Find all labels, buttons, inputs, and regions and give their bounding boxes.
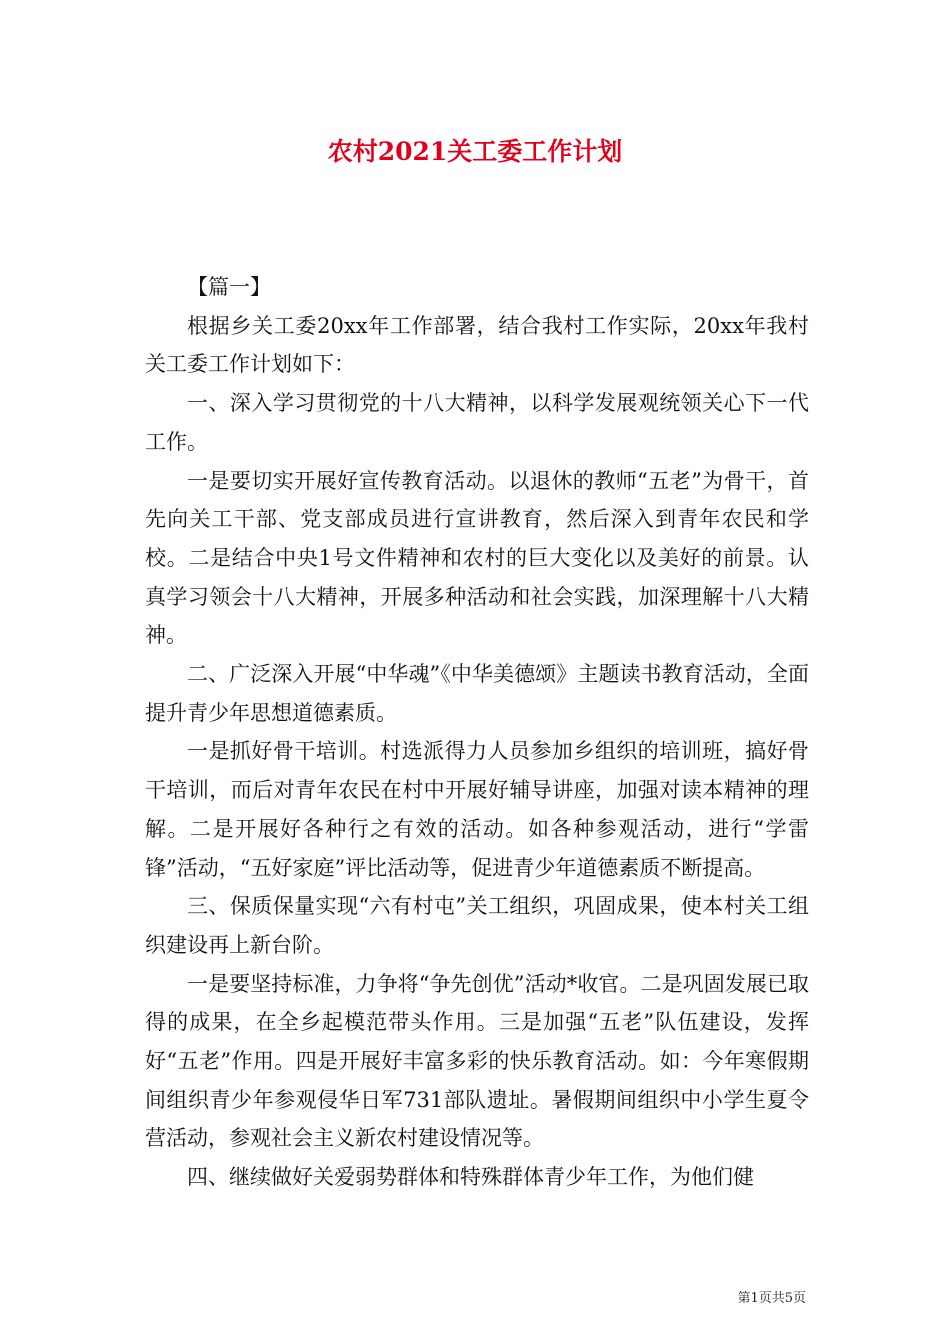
intro-paragraph: 根据乡关工委20xx年工作部署，结合我村工作实际，20xx年我村关工委工作计划如下： [145, 313, 809, 377]
paragraph-two: 一是抓好骨干培训。村选派得力人员参加乡组织的培训班，搞好骨干培训，而后对青年农民在村中开展好辅导讲座，加强对读本精神的理解。二是开展好各种行之有效的活动。如各种参观活动，进行“学雷锋”活动，“五好家庭”评比活动等，促进青少年道德素质不断提高。 [145, 739, 809, 880]
heading-two: 二、广泛深入开展“中华魂”《中华美德颂》主题读书教育活动，全面提升青少年思想道德素质。 [145, 662, 809, 725]
heading-four: 四、继续做好关爱弱势群体和特殊群体青少年工作，为他们健 [187, 1165, 754, 1190]
heading-one: 一、深入学习贯彻党的十八大精神，以科学发展观统领关心下一代工作。 [145, 391, 809, 454]
heading-three: 三、保质保量实现“六有村屯”关工组织，巩固成果，使本村关工组织建设再上新台阶。 [145, 894, 809, 957]
paragraph-one: 一是要切实开展好宣传教育活动。以退休的教师“五老”为骨干，首先向关工干部、党支部成员进行宣讲教育，然后深入到青年农民和学校。二是结合中央1号文件精神和农村的巨大变化以及美好的前景。认真学习领会十八大精神，开展多种活动和社会实践，加深理解十八大精神。 [145, 468, 809, 648]
document-body [145, 268, 809, 1197]
document-title: 农村2021关工委工作计划 [327, 137, 623, 166]
section-label: 【篇一】 [187, 275, 271, 299]
paragraph-three: 一是要坚持标准，力争将“争先创优”活动*收官。二是巩固发展已取得的成果，在全乡起模范带头作用。三是加强“五老”队伍建设，发挥好“五老”作用。四是开展好丰富多彩的快乐教育活动。如：今年寒假期间组织青少年参观侵华日军731部队遗址。暑假期间组织中小学生夏令营活动，参观社会主义新农村建设情况等。 [145, 971, 809, 1151]
page-number: 第1页共5页 [737, 1291, 806, 1306]
